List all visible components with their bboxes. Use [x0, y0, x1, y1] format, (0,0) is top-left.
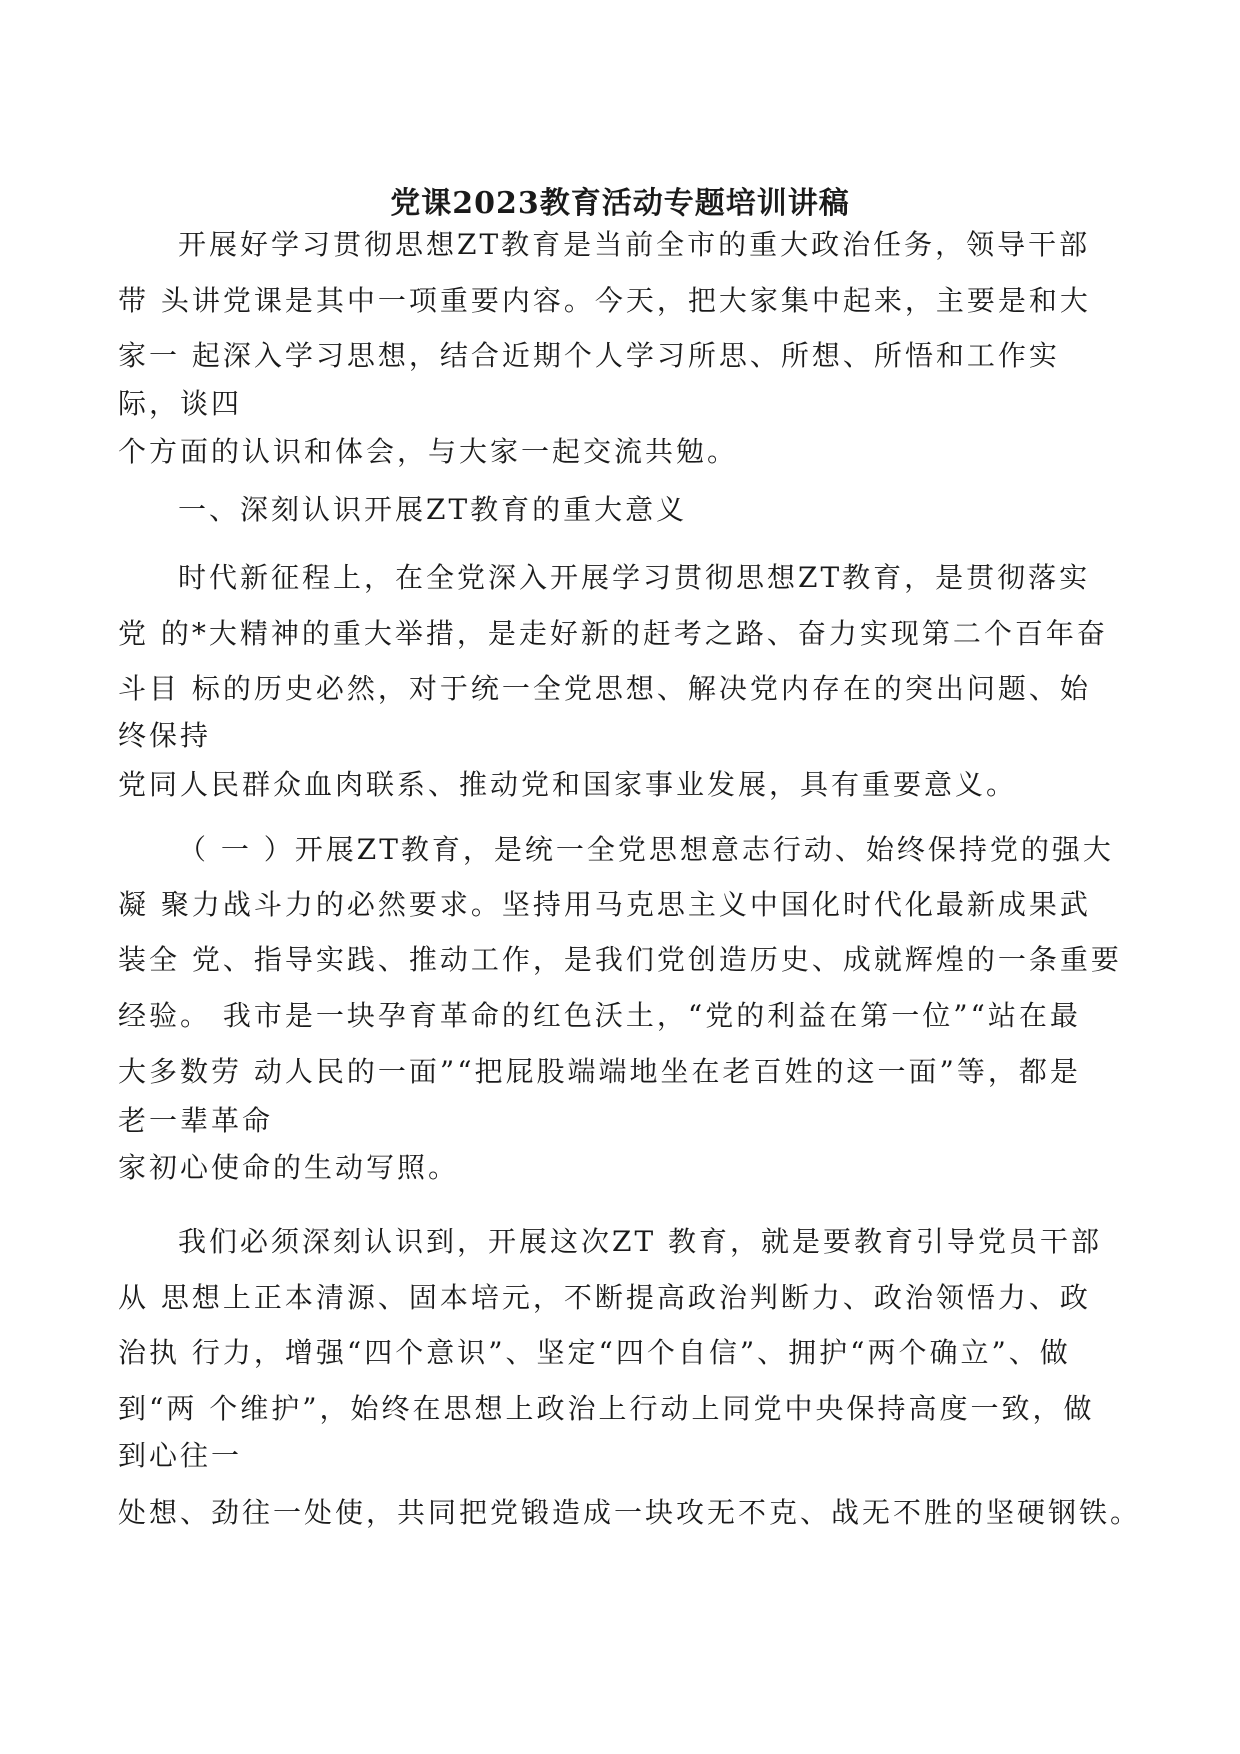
paragraph-line: 家一 起深入学习思想，结合近期个人学习所思、所想、所悟和工作实	[118, 339, 1060, 372]
paragraph-line: 开展好学习贯彻思想ZT教育是当前全市的重大政治任务，领导干部	[178, 228, 1091, 261]
paragraph-line: 处想、劲往一处使，共同把党锻造成一块攻无不克、战无不胜的坚硬钢铁。	[118, 1496, 1142, 1529]
paragraph-line: （ 一 ）开展ZT教育，是统一全党思想意志行动、始终保持党的强大	[178, 833, 1114, 866]
paragraph-line: 斗目 标的历史必然，对于统一全党思想、解决党内存在的突出问题、始	[118, 672, 1091, 705]
section-heading: 一、深刻认识开展ZT教育的重大意义	[178, 493, 688, 526]
paragraph-line: 党同人民群众血肉联系、推动党和国家事业发展，具有重要意义。	[118, 768, 1018, 801]
paragraph-line: 际，谈四	[118, 387, 243, 420]
paragraph-line: 个方面的认识和体会，与大家一起交流共勉。	[118, 435, 739, 468]
paragraph-line: 家初心使命的生动写照。	[118, 1151, 460, 1184]
paragraph-line: 治执 行力，增强“四个意识”、坚定“四个自信”、拥护“两个确立”、做	[118, 1336, 1071, 1369]
paragraph-line: 时代新征程上，在全党深入开展学习贯彻思想ZT教育，是贯彻落实	[178, 561, 1091, 594]
paragraph-line: 到心往一	[118, 1439, 243, 1472]
paragraph-line: 党 的*大精神的重大举措，是走好新的赶考之路、奋力实现第二个百年奋	[118, 617, 1108, 650]
paragraph-line: 装全 党、指导实践、推动工作，是我们党创造历史、成就辉煌的一条重要	[118, 943, 1122, 976]
paragraph-line: 大多数劳 动人民的一面”“把屁股端端地坐在老百姓的这一面”等，都是	[118, 1055, 1081, 1088]
paragraph-line: 到“两 个维护”，始终在思想上政治上行动上同党中央保持高度一致，做	[118, 1392, 1095, 1425]
paragraph-line: 从 思想上正本清源、固本培元，不断提高政治判断力、政治领悟力、政	[118, 1281, 1091, 1314]
paragraph-line: 老一辈革命	[118, 1104, 274, 1137]
paragraph-line: 我们必须深刻认识到，开展这次ZT 教育，就是要教育引导党员干部	[178, 1225, 1103, 1258]
paragraph-line: 经验。 我市是一块孕育革命的红色沃土，“党的利益在第一位”“站在最	[118, 999, 1081, 1032]
paragraph-line: 带 头讲党课是其中一项重要内容。今天，把大家集中起来，主要是和大	[118, 284, 1091, 317]
paragraph-line: 终保持	[118, 719, 212, 752]
paragraph-line: 凝 聚力战斗力的必然要求。坚持用马克思主义中国化时代化最新成果武	[118, 888, 1091, 921]
document-title: 党课2023教育活动专题培训讲稿	[390, 186, 850, 221]
